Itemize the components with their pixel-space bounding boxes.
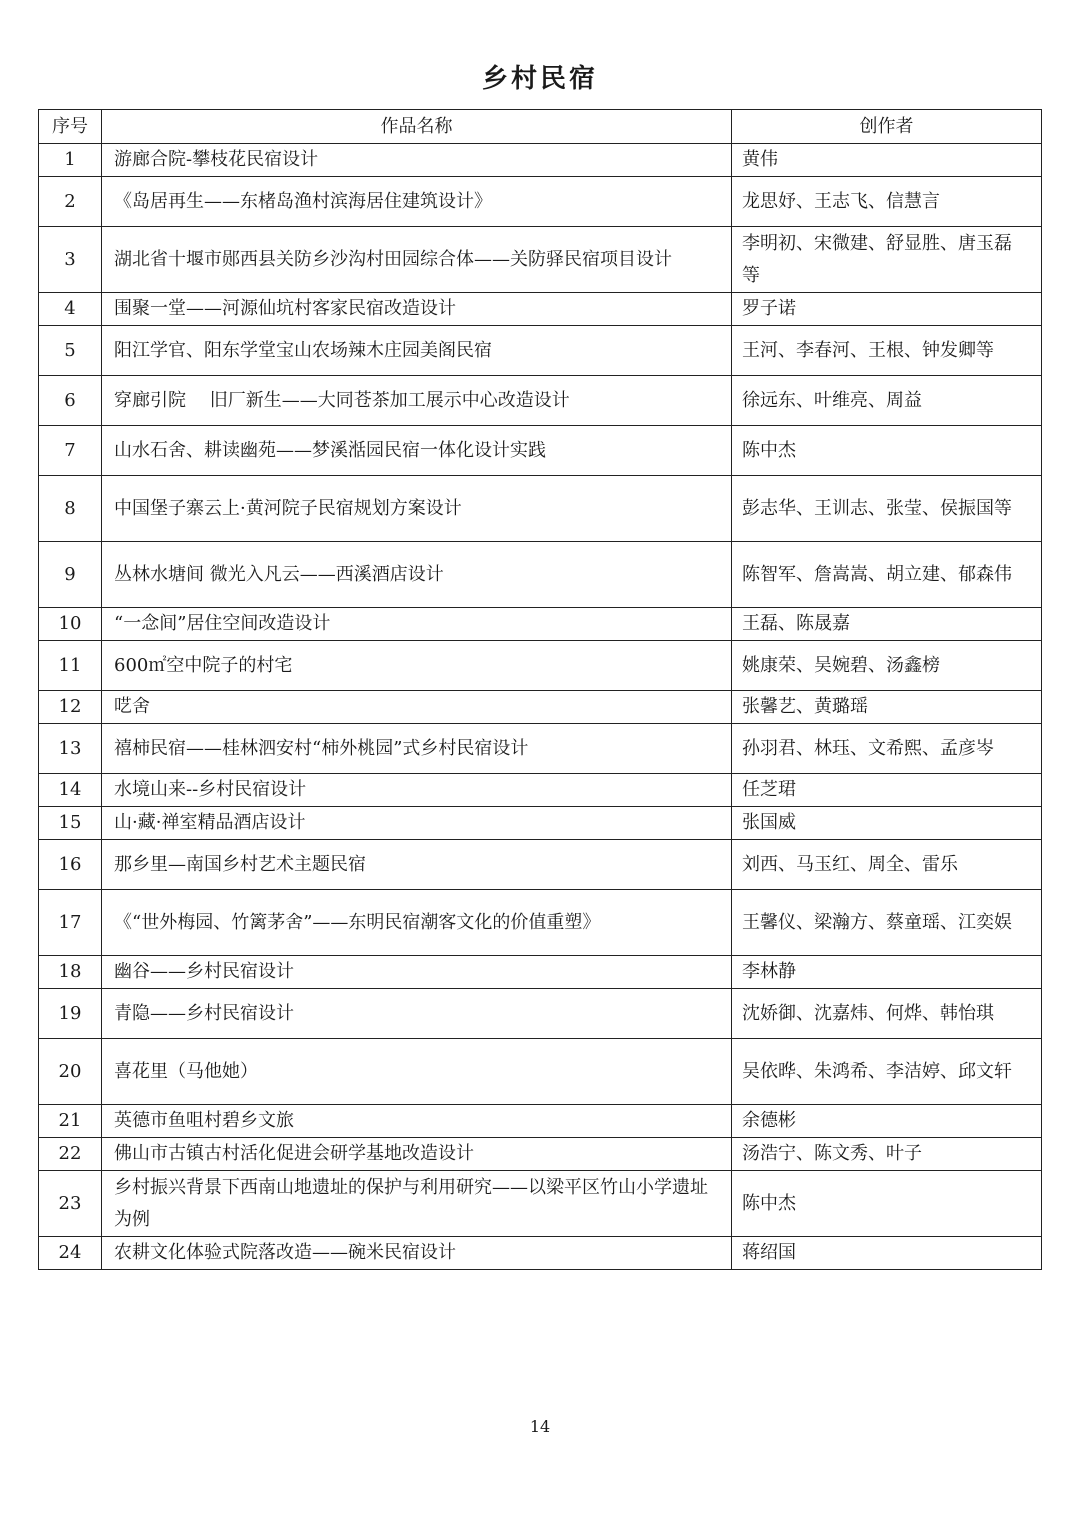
creators: 陈智军、詹嵩嵩、胡立建、郁森伟: [732, 542, 1042, 608]
row-index: 3: [39, 227, 102, 293]
table-row: [39, 641, 1042, 691]
table-row: [39, 724, 1042, 774]
header-work-name: 作品名称: [102, 110, 732, 144]
work-name: 乡村振兴背景下西南山地遗址的保护与利用研究——以梁平区竹山小学遗址为例: [102, 1171, 732, 1237]
row-index: 20: [39, 1039, 102, 1105]
work-name: 《“世外梅园、竹篱茅舍”——东明民宿潮客文化的价值重塑》: [102, 890, 732, 956]
creators: 姚康荣、吴婉碧、汤鑫榜: [732, 641, 1042, 691]
work-name: 湖北省十堰市郧西县关防乡沙沟村田园综合体——关防驿民宿项目设计: [102, 227, 732, 293]
row-index: 22: [39, 1138, 102, 1171]
table-row: [39, 691, 1042, 724]
row-index: 5: [39, 326, 102, 376]
table-row: [39, 326, 1042, 376]
work-name: 英德市鱼咀村碧乡文旅: [102, 1105, 732, 1138]
row-index: 15: [39, 807, 102, 840]
work-name: 阳江学官、阳东学堂宝山农场辣木庄园美阁民宿: [102, 326, 732, 376]
work-name: 山水石舍、耕读幽苑——梦溪湉园民宿一体化设计实践: [102, 426, 732, 476]
table-row: [39, 1039, 1042, 1105]
work-name: 青隐——乡村民宿设计: [102, 989, 732, 1039]
work-name: 呓舍: [102, 691, 732, 724]
table-row: [39, 1171, 1042, 1237]
work-name: 喜花里（马他她）: [102, 1039, 732, 1105]
table-row: [39, 840, 1042, 890]
work-name: “一念间”居住空间改造设计: [102, 608, 732, 641]
work-name: 600㎡空中院子的村宅: [102, 641, 732, 691]
creators: 陈中杰: [732, 426, 1042, 476]
table-row: [39, 1105, 1042, 1138]
creators: 孙羽君、林珏、文希熙、孟彦岑: [732, 724, 1042, 774]
creators: 龙思妤、王志飞、信慧言: [732, 177, 1042, 227]
creators: 陈中杰: [732, 1171, 1042, 1237]
row-index: 9: [39, 542, 102, 608]
creators: 蒋绍国: [732, 1237, 1042, 1270]
row-index: 11: [39, 641, 102, 691]
row-index: 19: [39, 989, 102, 1039]
row-index: 8: [39, 476, 102, 542]
row-index: 1: [39, 144, 102, 177]
table-row: [39, 989, 1042, 1039]
table-row: [39, 807, 1042, 840]
row-index: 21: [39, 1105, 102, 1138]
table-row: [39, 774, 1042, 807]
table-row: [39, 376, 1042, 426]
work-name: 《岛居再生——东楮岛渔村滨海居住建筑设计》: [102, 177, 732, 227]
works-table: [38, 109, 1042, 1270]
work-name: 水境山来--乡村民宿设计: [102, 774, 732, 807]
table-row: [39, 293, 1042, 326]
creators: 李明初、宋微建、舒显胜、唐玉磊 等: [732, 227, 1042, 293]
table-row: [39, 1237, 1042, 1270]
creators: 李林静: [732, 956, 1042, 989]
work-name: 围聚一堂——河源仙坑村客家民宿改造设计: [102, 293, 732, 326]
row-index: 7: [39, 426, 102, 476]
table-body: [39, 144, 1042, 1270]
row-index: 2: [39, 177, 102, 227]
work-name: 中国堡子寨云上·黄河院子民宿规划方案设计: [102, 476, 732, 542]
row-index: 23: [39, 1171, 102, 1237]
table-row: [39, 426, 1042, 476]
page-number: 14: [529, 1417, 551, 1436]
creators: 任芝珺: [732, 774, 1042, 807]
row-index: 17: [39, 890, 102, 956]
creators: 王河、李春河、王根、钟发卿等: [732, 326, 1042, 376]
table-row: [39, 1138, 1042, 1171]
table-header-row: [39, 110, 1042, 144]
creators: 余德彬: [732, 1105, 1042, 1138]
header-creators: 创作者: [732, 110, 1042, 144]
row-index: 12: [39, 691, 102, 724]
row-index: 24: [39, 1237, 102, 1270]
row-index: 14: [39, 774, 102, 807]
row-index: 4: [39, 293, 102, 326]
table-row: [39, 476, 1042, 542]
creators: 王磊、陈晟嘉: [732, 608, 1042, 641]
creators: 张馨艺、黄璐瑶: [732, 691, 1042, 724]
creators: 黄伟: [732, 144, 1042, 177]
work-name: 山·藏·禅室精品酒店设计: [102, 807, 732, 840]
table-row: [39, 608, 1042, 641]
creators: 张国威: [732, 807, 1042, 840]
table-row: [39, 227, 1042, 293]
row-index: 6: [39, 376, 102, 426]
creators: 王馨仪、梁瀚方、蔡童瑶、江奕娱: [732, 890, 1042, 956]
row-index: 13: [39, 724, 102, 774]
creators: 徐远东、叶维亮、周益: [732, 376, 1042, 426]
work-name: 游廊合院-攀枝花民宿设计: [102, 144, 732, 177]
work-name: 禧柿民宿——桂林泗安村“柿外桃园”式乡村民宿设计: [102, 724, 732, 774]
table-row: [39, 542, 1042, 608]
work-name: 那乡里—南国乡村艺术主题民宿: [102, 840, 732, 890]
creators: 刘西、马玉红、周全、雷乐: [732, 840, 1042, 890]
page-title: 乡村民宿: [481, 64, 598, 94]
work-name: 农耕文化体验式院落改造——碗米民宿设计: [102, 1237, 732, 1270]
creators: 吴依晔、朱鸿希、李洁婷、邱文轩: [732, 1039, 1042, 1105]
creators: 彭志华、王训志、张莹、侯振国等: [732, 476, 1042, 542]
table-row: [39, 890, 1042, 956]
row-index: 18: [39, 956, 102, 989]
creators: 汤浩宁、陈文秀、叶子: [732, 1138, 1042, 1171]
work-name: 佛山市古镇古村活化促进会研学基地改造设计: [102, 1138, 732, 1171]
creators: 罗子诺: [732, 293, 1042, 326]
header-index: 序号: [39, 110, 102, 144]
work-name: 穿廊引院 旧厂新生——大同苍茶加工展示中心改造设计: [102, 376, 732, 426]
work-name: 幽谷——乡村民宿设计: [102, 956, 732, 989]
table-row: [39, 956, 1042, 989]
table-row: [39, 177, 1042, 227]
table-row: [39, 144, 1042, 177]
work-name: 丛林水塘间 微光入凡云——西溪酒店设计: [102, 542, 732, 608]
row-index: 10: [39, 608, 102, 641]
creators: 沈娇御、沈嘉炜、何烨、韩怡琪: [732, 989, 1042, 1039]
row-index: 16: [39, 840, 102, 890]
